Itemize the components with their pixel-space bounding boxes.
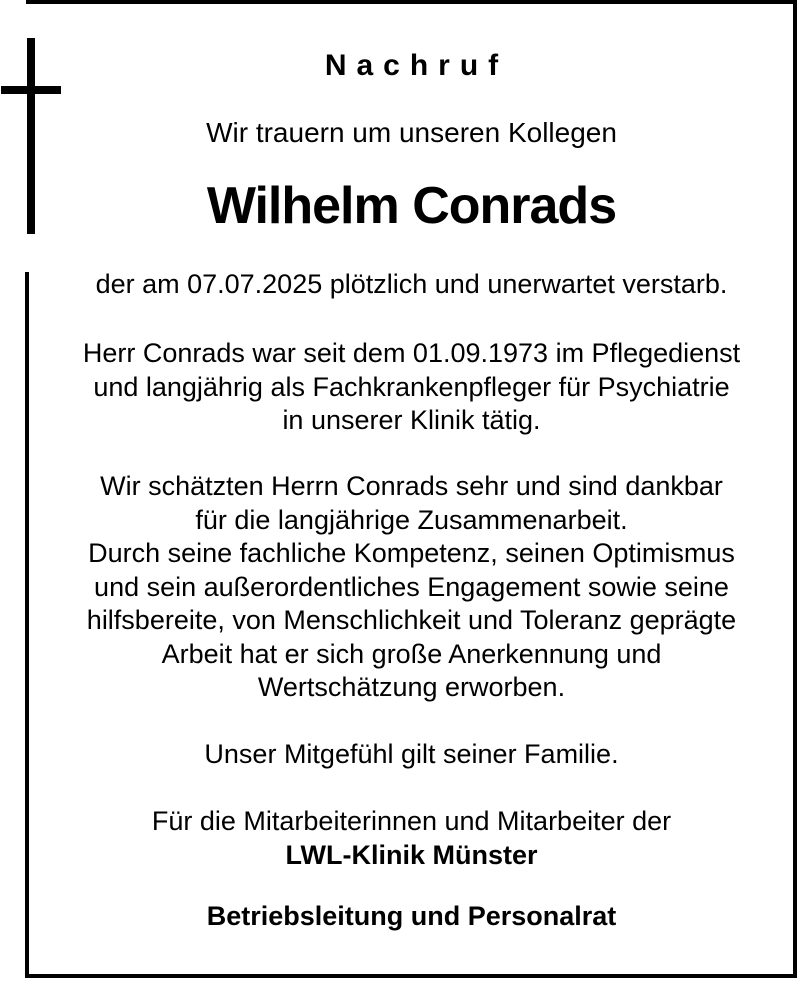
service-paragraph-line: Herr Conrads war seit dem 01.09.1973 im Pflegedienst	[82, 338, 741, 368]
tribute-paragraph-line: Wir schätzten Herrn Conrads sehr und sind dankbar	[100, 471, 723, 501]
tribute-paragraph-line: Wertschätzung erworben.	[257, 672, 566, 702]
tribute-paragraph-line: für die langjährige Zusammenarbeit.	[195, 504, 628, 535]
condolence-line	[30, 738, 793, 772]
tribute-paragraph-line: hilfsbereite, von Menschlichkeit und Toleranz geprägte	[86, 605, 737, 635]
death-line	[30, 268, 793, 302]
tribute-paragraph-line: Arbeit hat er sich große Anerkennung und	[161, 638, 662, 669]
obituary-content	[30, 0, 793, 978]
service-paragraph-line: in unserer Klinik tätig.	[282, 405, 541, 435]
service-paragraph	[30, 337, 793, 438]
notice-title-text: Nachruf	[324, 49, 509, 82]
death-line-text: der am 07.07.2025 plötzlich und unerwartet verstarb.	[95, 269, 728, 299]
tribute-paragraph	[30, 470, 793, 705]
obituary-frame-left-border	[25, 272, 29, 978]
deceased-name-text: Wilhelm Conrads	[206, 177, 617, 235]
intro-line	[30, 116, 793, 150]
notice-title	[30, 49, 793, 83]
closing-line: Für die Mitarbeiterinnen und Mitarbeiter der	[151, 806, 672, 836]
deceased-name	[30, 177, 793, 235]
closing-block	[30, 805, 793, 872]
condolence-line-text: Unser Mitgefühl gilt seiner Familie.	[204, 739, 619, 769]
organization-name: LWL-Klinik Münster	[285, 839, 538, 870]
service-paragraph-line: und langjährig als Fachkrankenpfleger für Psychiatrie	[93, 371, 730, 402]
signature-line-text: Betriebsleitung und Personalrat	[206, 901, 617, 931]
intro-line-text: Wir trauern um unseren Kollegen	[206, 117, 617, 148]
tribute-paragraph-line: und sein außerordentliches Engagement sowie seine	[94, 571, 729, 602]
signature-line	[30, 900, 793, 934]
tribute-paragraph-line: Durch seine fachliche Kompetenz, seinen Optimismus	[88, 538, 735, 568]
